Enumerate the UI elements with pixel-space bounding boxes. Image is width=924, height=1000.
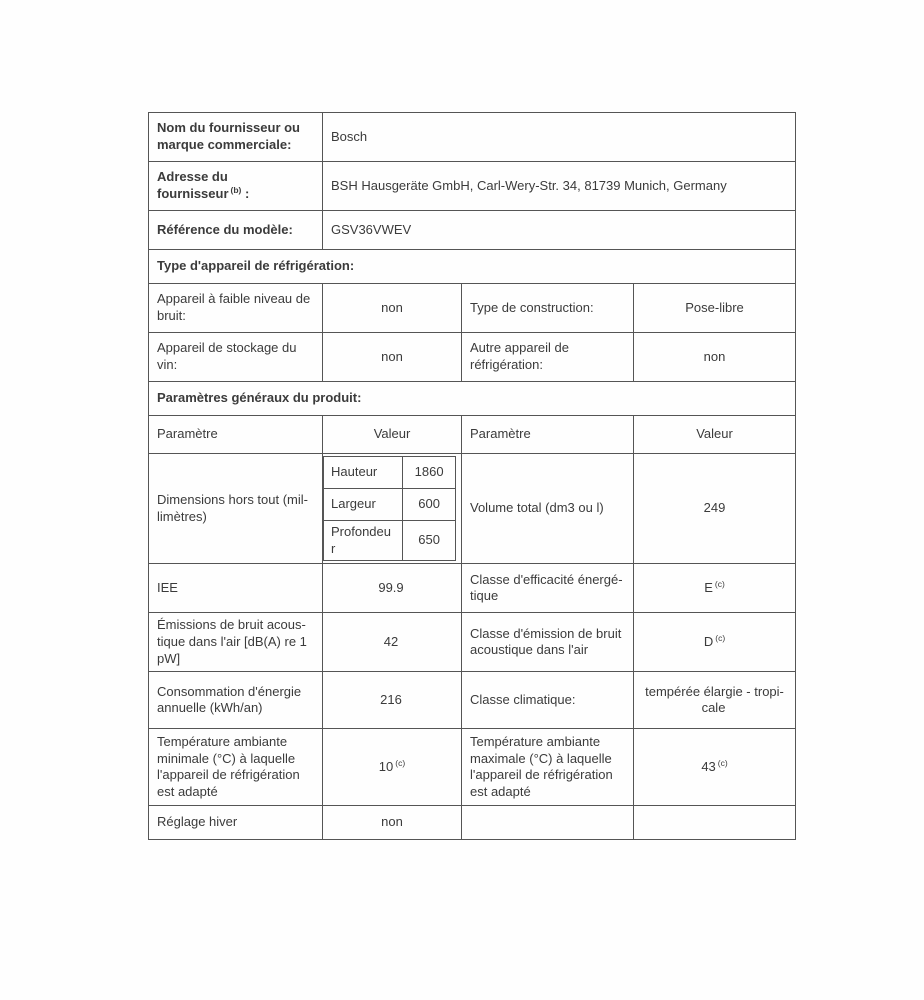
empty-cell-1 [462, 806, 634, 840]
min-temperature-label: Température ambiante minimale (°C) à laquelle l'appareil de réfrigération est adapté [149, 729, 323, 806]
winter-setting-value-text: non [381, 814, 403, 830]
dimensions-subtable-cell [323, 454, 462, 564]
dimensions-label: Dimensions hors tout (millimètres) [149, 454, 323, 564]
footnote-b-marker: (b) [230, 184, 242, 195]
volume-total-value: 249 [634, 454, 796, 564]
energy-consumption-row [149, 672, 796, 729]
iee-value [323, 564, 462, 613]
iee-value-text: 99.9 [378, 579, 404, 595]
empty-cell-2 [634, 806, 796, 840]
supplier-name-label: Nom du fournisseur ou marque commerciale: [149, 113, 323, 162]
energy-consumption-value [323, 672, 462, 729]
construction-type-value: Pose-libre [634, 284, 796, 333]
low-noise-appliance-label: Appareil à faible niveau de bruit: [149, 284, 323, 333]
climate-class-value-text: tempérée élargie - tropicale [645, 683, 784, 716]
climate-class-value [634, 672, 796, 729]
supplier-address-label-suffix: : [245, 186, 250, 201]
height-value: 1860 [403, 457, 456, 489]
max-temperature-label: Température ambiante maximale (°C) à laquelle l'appareil de réfrigération est adapté [462, 729, 634, 806]
other-refrigeration-value: non [634, 333, 796, 382]
height-label: Hauteur [324, 457, 403, 489]
noise-emission-label: Émissions de bruit acoustique dans l'air [dB(A) re 1 pW] [149, 613, 323, 672]
dimensions-subtable [323, 456, 456, 561]
wine-storage-value: non [323, 333, 462, 382]
low-noise-row [149, 284, 796, 333]
wine-storage-label: Appareil de stockage du vin: [149, 333, 323, 382]
product-spec-table [148, 112, 796, 840]
energy-class-label: Classe d'efficacité énergétique [462, 564, 634, 613]
other-refrigeration-label: Autre appareil de réfrigération: [462, 333, 634, 382]
max-temperature-value [634, 729, 796, 806]
params-section-header-row [149, 382, 796, 416]
winter-setting-label: Réglage hiver [149, 806, 323, 840]
model-reference-row [149, 211, 796, 250]
type-section-header-row [149, 250, 796, 284]
winter-setting-value [323, 806, 462, 840]
noise-class-label: Classe d'émission de bruit acoustique dans l'air [462, 613, 634, 672]
width-label: Largeur [324, 489, 403, 521]
width-value: 600 [403, 489, 456, 521]
iee-row [149, 564, 796, 613]
energy-class-value-text: E [704, 579, 713, 595]
supplier-address-label [149, 162, 323, 211]
construction-type-label: Type de construction: [462, 284, 634, 333]
iee-label: IEE [149, 564, 323, 613]
supplier-address-value: BSH Hausgeräte GmbH, Carl-Wery-Str. 34, 81739 Munich, Germany [323, 162, 796, 211]
depth-label: Profondeur [324, 521, 403, 561]
ambient-temperature-row [149, 729, 796, 806]
height-subrow [324, 457, 456, 489]
footnote-c-marker: (c) [714, 578, 725, 589]
params-column-header-row [149, 416, 796, 454]
supplier-address-row [149, 162, 796, 211]
depth-subrow [324, 521, 456, 561]
wine-storage-row [149, 333, 796, 382]
section-title-params: Paramètres généraux du produit: [149, 382, 796, 416]
noise-emission-row [149, 613, 796, 672]
noise-class-value [634, 613, 796, 672]
supplier-address-label-text: Adresse du fournisseur [157, 169, 229, 201]
winter-setting-row [149, 806, 796, 840]
column-header-value-1: Valeur [323, 416, 462, 454]
noise-class-value-text: D [703, 633, 714, 649]
climate-class-label: Classe climatique: [462, 672, 634, 729]
min-temperature-value-text: 10 [378, 758, 394, 774]
volume-total-label: Volume total (dm3 ou l) [462, 454, 634, 564]
model-reference-value: GSV36VWEV [323, 211, 796, 250]
noise-emission-value-text: 42 [383, 633, 399, 649]
energy-consumption-value-text: 216 [380, 691, 402, 707]
footnote-c-marker: (c) [715, 632, 726, 643]
noise-emission-value [323, 613, 462, 672]
section-title-type: Type d'appareil de réfrigération: [149, 250, 796, 284]
supplier-name-value: Bosch [323, 113, 796, 162]
depth-value: 650 [403, 521, 456, 561]
footnote-c-marker: (c) [395, 757, 406, 768]
column-header-value-2: Valeur [634, 416, 796, 454]
supplier-name-row [149, 113, 796, 162]
width-subrow [324, 489, 456, 521]
dimensions-row [149, 454, 796, 564]
footnote-c-marker: (c) [717, 757, 728, 768]
energy-consumption-label: Consommation d'énergie annuelle (kWh/an) [149, 672, 323, 729]
min-temperature-value [323, 729, 462, 806]
energy-class-value [634, 564, 796, 613]
column-header-parameter-1: Paramètre [149, 416, 323, 454]
max-temperature-value-text: 43 [701, 758, 716, 774]
column-header-parameter-2: Paramètre [462, 416, 634, 454]
low-noise-appliance-value: non [323, 284, 462, 333]
model-reference-label: Référence du modèle: [149, 211, 323, 250]
